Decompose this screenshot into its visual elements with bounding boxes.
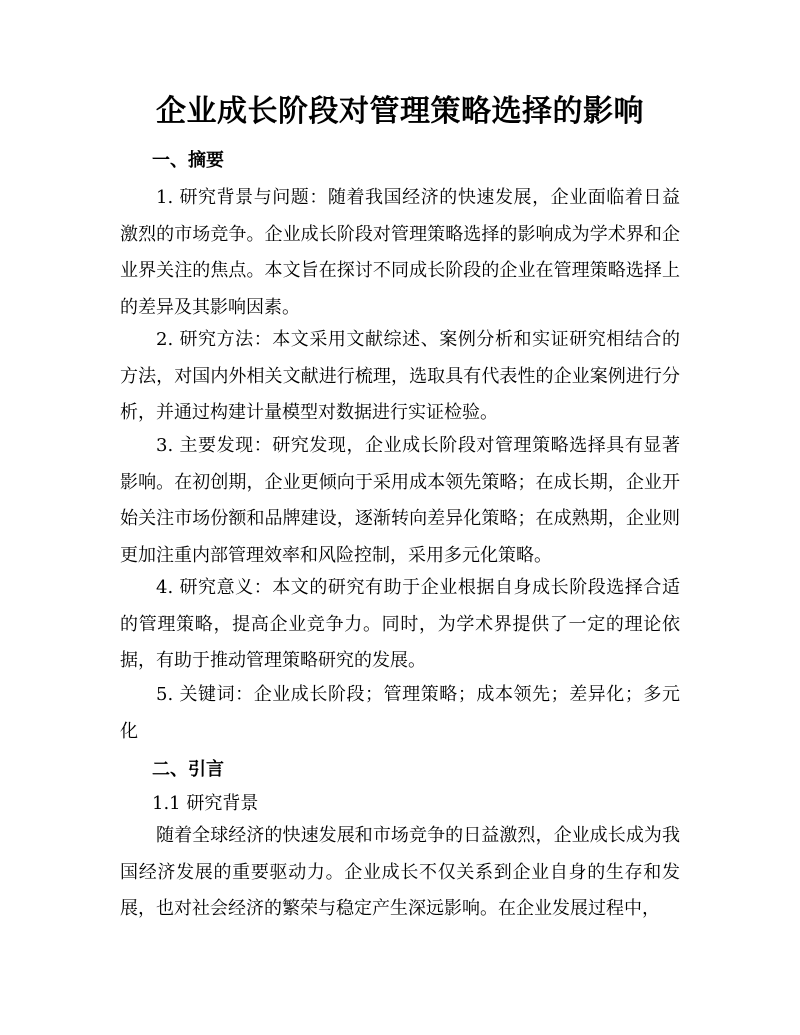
section-heading-introduction: 二、引言 [152,759,224,780]
abstract-item-3: 3. 主要发现：研究发现，企业成长阶段对管理策略选择具有显著影响。在初创期，企业更倾向于采用成本领先策略；在成长期，企业开始关注市场份额和品牌建设，逐渐转向差异化策略；在成熟期，企业则更加注重内部管理效率和风险控制，采用多元化策略。 [120,435,680,566]
abstract-item-5: 5. 关键词：企业成长阶段；管理策略；成本领先；差异化；多元化 [120,684,680,742]
abstract-item-1: 1. 研究背景与问题：随着我国经济的快速发展，企业面临着日益激烈的市场竞争。企业成长阶段对管理策略选择的影响成为学术界和企业界关注的焦点。本文旨在探讨不同成长阶段的企业在管理策略选择上的差异及其影响因素。 [120,187,680,318]
subsection-heading-research-background: 1.1 研究背景 [152,793,259,814]
section-heading-abstract: 一、摘要 [152,150,224,171]
document-title: 企业成长阶段对管理策略选择的影响 [156,94,644,129]
abstract-item-4: 4. 研究意义：本文的研究有助于企业根据自身成长阶段选择合适的管理策略，提高企业竞争力。同时，为学术界提供了一定的理论依据，有助于推动管理策略研究的发展。 [120,577,680,672]
abstract-item-2: 2. 研究方法：本文采用文献综述、案例分析和实证研究相结合的方法，对国内外相关文献进行梳理，选取具有代表性的企业案例进行分析，并通过构建计量模型对数据进行实证检验。 [120,329,680,424]
introduction-paragraph: 随着全球经济的快速发展和市场竞争的日益激烈，企业成长成为我国经济发展的重要驱动力。企业成长不仅关系到企业自身的生存和发展，也对社会经济的繁荣与稳定产生深远影响。在企业发展过程中， [120,825,680,920]
